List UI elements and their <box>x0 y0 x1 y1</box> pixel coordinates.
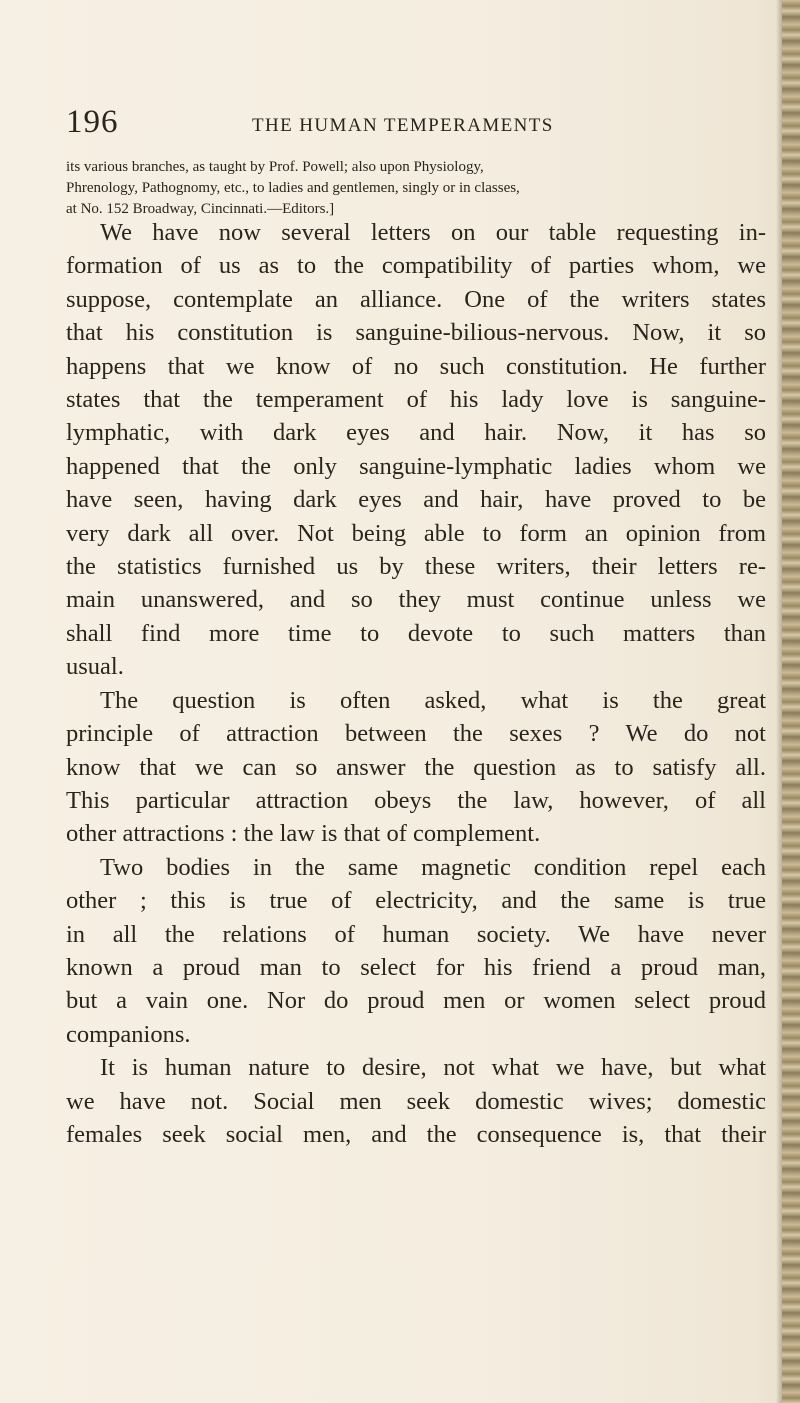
text-line: but a vain one. Nor do proud men or women select proud <box>66 987 766 1015</box>
note-line: Phrenology, Pathognomy, etc., to ladies and gentlemen, singly or in classes, <box>66 180 520 196</box>
running-head: THE HUMAN TEMPERAMENTS <box>252 115 554 136</box>
text-line: lymphatic, with dark eyes and hair. Now, it has so <box>66 419 766 447</box>
text-line: known a proud man to select for his friend a proud man, <box>66 953 766 981</box>
text-line: have seen, having dark eyes and hair, have proved to be <box>66 486 766 514</box>
text-line: Two bodies in the same magnetic condition repel each <box>100 853 766 881</box>
text-line: The question is often asked, what is the great <box>100 686 766 714</box>
text-line: This particular attraction obeys the law, however, of all <box>66 786 766 814</box>
text-line: principle of attraction between the sexes ? We do not <box>66 720 766 748</box>
text-line: females seek social men, and the consequence is, that their <box>66 1120 766 1148</box>
book-edge <box>782 0 800 1403</box>
text-line: We have now several letters on our table requesting in- <box>100 219 766 246</box>
text-line: happened that the only sanguine-lymphatic ladies whom we <box>66 452 766 480</box>
text-line: It is human nature to desire, not what we have, but what <box>100 1054 766 1082</box>
text-line: the statistics furnished us by these writers, their letters re- <box>66 553 766 581</box>
text-line: we have not. Social men seek domestic wives; domestic <box>66 1087 766 1115</box>
text-line: shall find more time to devote to such matters than <box>66 619 766 647</box>
note-line: its various branches, as taught by Prof. Powell; also upon Physiology, <box>66 159 484 175</box>
text-line: formation of us as to the compatibility of parties whom, we <box>66 252 766 280</box>
editorial-note <box>66 157 766 220</box>
text-line: other ; this is true of electricity, and the same is true <box>66 887 766 915</box>
text-line: very dark all over. Not being able to form an opinion from <box>66 519 766 547</box>
body-text <box>66 216 766 1151</box>
page-number: 196 <box>66 104 119 140</box>
text-line: that his constitution is sanguine-bilious-nervous. Now, it so <box>66 319 766 347</box>
text-line: states that the temperament of his lady love is sanguine- <box>66 386 766 414</box>
text-line: happens that we know of no such constitution. He further <box>66 352 766 380</box>
page-header <box>66 104 726 154</box>
note-line: at No. 152 Broadway, Cincinnati.—Editors.] <box>66 201 335 217</box>
text-line: in all the relations of human society. We have never <box>66 920 766 948</box>
text-line: suppose, contemplate an alliance. One of the writers states <box>66 285 766 313</box>
text-line: companions. <box>66 1020 191 1048</box>
text-line: main unanswered, and so they must continue unless we <box>66 586 766 614</box>
text-line: other attractions : the law is that of complement. <box>66 820 541 848</box>
text-line: know that we can so answer the question as to satisfy all. <box>66 753 766 781</box>
text-line: usual. <box>66 653 124 681</box>
